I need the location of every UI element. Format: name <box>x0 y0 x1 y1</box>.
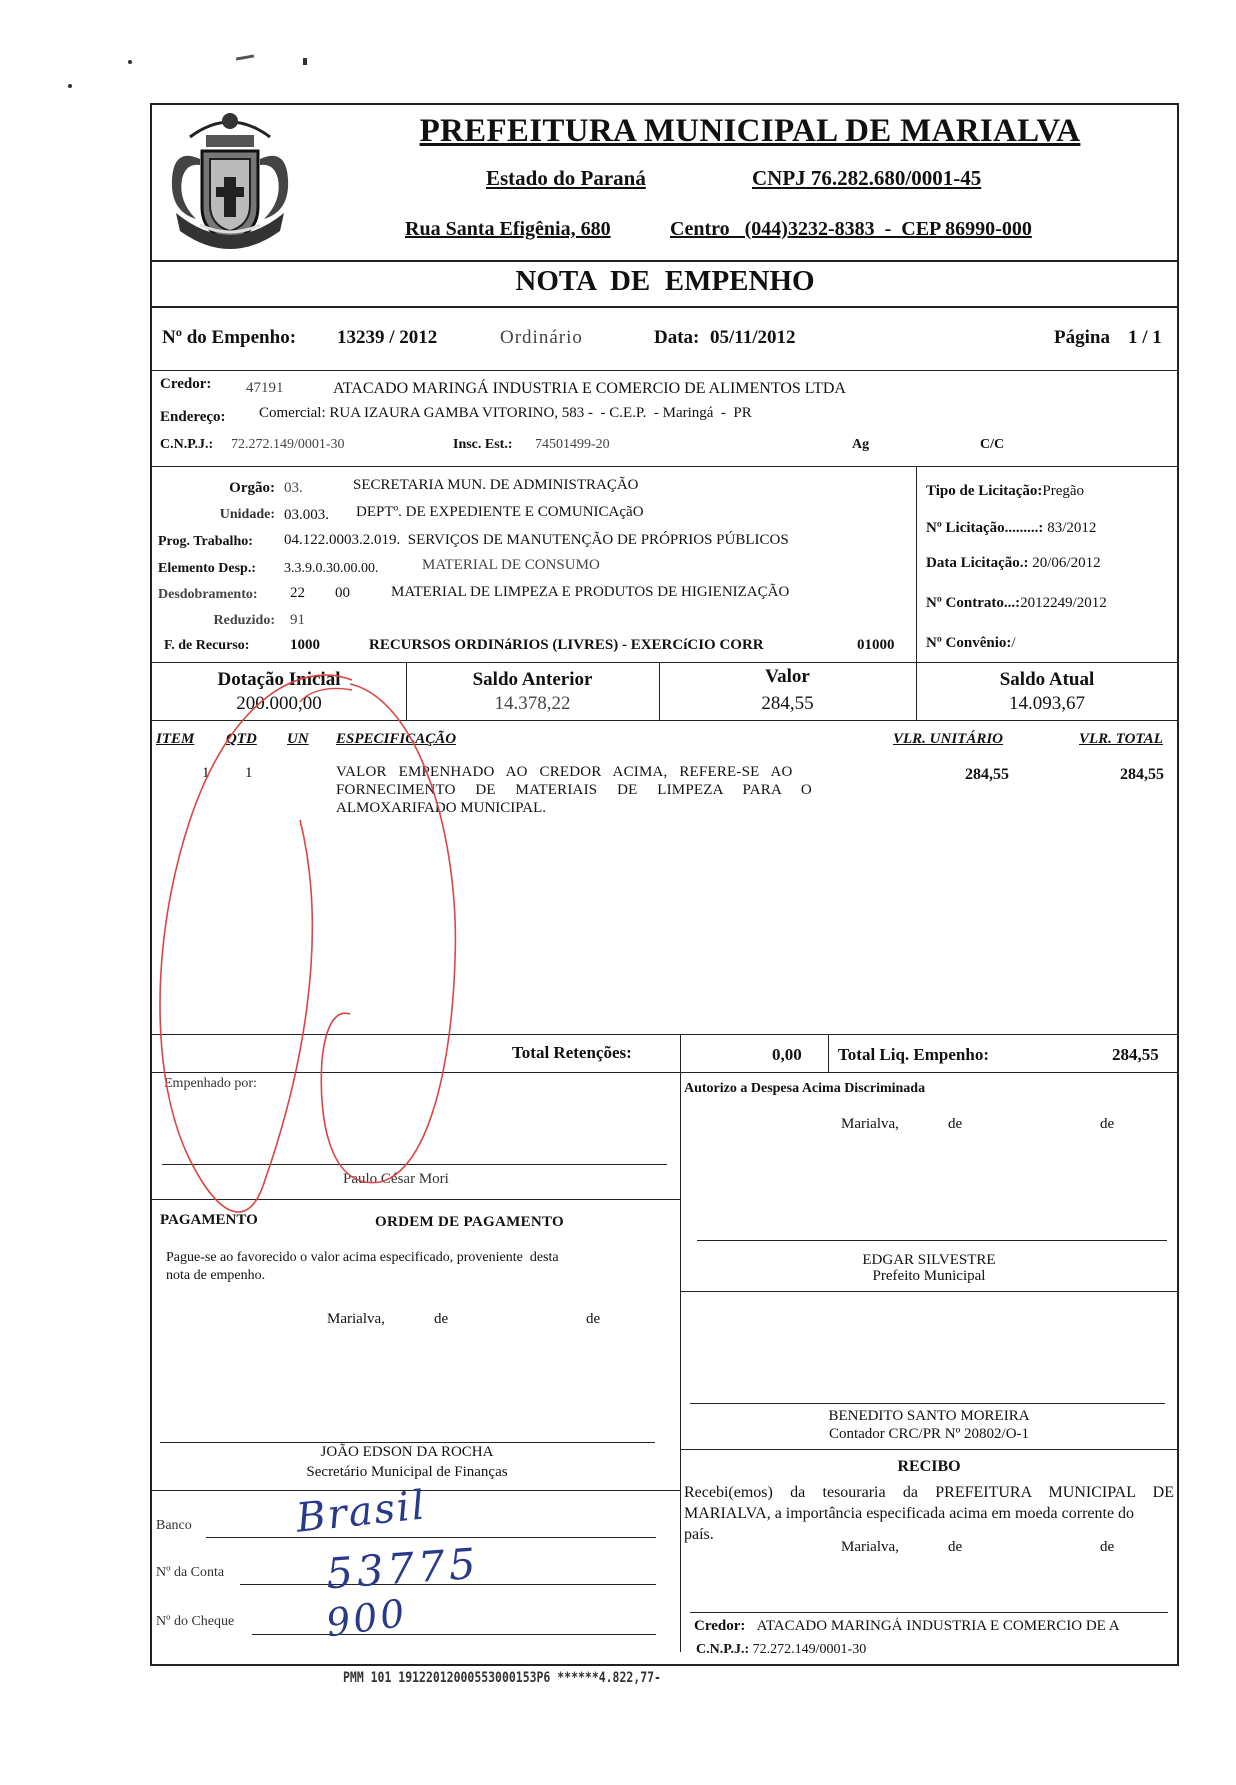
recibo-city: Marialva, <box>841 1539 899 1555</box>
empenhado-signer: Paulo César Mori <box>343 1171 449 1187</box>
item-quantity: 1 <box>245 765 253 781</box>
document-title: NOTA DE EMPENHO <box>515 265 815 297</box>
item-spec-line: VALOR EMPENHADO AO CREDOR ACIMA, REFERE-SE AO <box>336 764 793 780</box>
pagamento-de1: de <box>434 1311 449 1327</box>
mayor-name: EDGAR SILVESTRE <box>862 1252 996 1268</box>
elemento-code: 3.3.9.0.30.00.00. <box>284 561 379 576</box>
divider <box>680 1034 681 1652</box>
recibo-creditor-label: Credor: <box>694 1618 746 1634</box>
state-registration-label: Insc. Est.: <box>453 437 513 452</box>
recibo-de1: de <box>948 1539 963 1555</box>
divider <box>152 720 1178 721</box>
recibo-cnpj <box>696 1642 866 1658</box>
state-registration: 74501499-20 <box>535 437 610 452</box>
item-spec-line: FORNECIMENTO DE MATERIAIS DE LIMPEZA PARA O <box>336 782 812 798</box>
liquido-value: 284,55 <box>1112 1045 1159 1064</box>
municipality-title: PREFEITURA MUNICIPAL DE MARIALVA <box>419 113 1081 149</box>
licitacao-date-label: Data Licitação.: <box>926 555 1029 571</box>
divider <box>152 1072 1178 1073</box>
scan-mark <box>303 58 307 65</box>
item-spec-line: ALMOXARIFADO MUNICIPAL. <box>336 800 547 816</box>
saldo-anterior-value: 14.378,22 <box>494 693 571 714</box>
desdobramento-name: MATERIAL DE LIMPEZA E PRODUTOS DE HIGIENIZAÇÃO <box>391 584 790 600</box>
elemento-label: Elemento Desp.: <box>158 561 256 576</box>
address-district-phone-cep: Centro (044)3232-8383 - CEP 86990-000 <box>670 218 1032 240</box>
divider <box>152 466 1178 467</box>
recibo-cnpj-label: C.N.P.J.: <box>696 1642 750 1657</box>
recibo-cnpj-value: 72.272.149/0001-30 <box>752 1642 867 1657</box>
elemento-name: MATERIAL DE CONSUMO <box>422 557 600 573</box>
page-number: 1 / 1 <box>1128 327 1162 348</box>
saldo-anterior-label: Saldo Anterior <box>472 669 593 690</box>
empenho-number-label: Nº do Empenho: <box>162 327 297 348</box>
pagamento-text: nota de empenho. <box>166 1268 266 1283</box>
licitacao-date-value: 20/06/2012 <box>1028 555 1101 571</box>
desdobramento-code: 22 00 <box>290 585 350 601</box>
recibo-text: Recebi(emos) da tesouraria da PREFEITURA MUNICIPAL DE <box>684 1484 1174 1501</box>
cnpj-label: C.N.P.J.: <box>160 437 214 452</box>
recurso-label: F. de Recurso: <box>164 638 250 653</box>
autorizo-de1: de <box>948 1116 963 1132</box>
state-name: Estado do Paraná <box>486 166 646 190</box>
col-unit-value: VLR. UNITÁRIO <box>893 731 1004 747</box>
orgao-label: Orgão: <box>229 480 275 496</box>
recibo-text: país. <box>684 1526 714 1543</box>
divider <box>152 260 1178 262</box>
creditor-code: 47191 <box>246 380 284 396</box>
creditor-cnpj: 72.272.149/0001-30 <box>231 437 345 452</box>
reduzido-label: Reduzido: <box>213 613 275 628</box>
orgao-code: 03. <box>284 480 303 496</box>
secretary-role: Secretário Municipal de Finanças <box>306 1464 508 1480</box>
address-street: Rua Santa Efigênia, 680 <box>405 218 611 240</box>
pagamento-text: Pague-se ao favorecido o valor acima especificado, proveniente desta <box>166 1250 559 1265</box>
cheque-label: Nº do Cheque <box>156 1614 235 1629</box>
valor-value: 284,55 <box>761 693 814 714</box>
pagamento-de2: de <box>586 1311 601 1327</box>
licitacao-type-label: Tipo de Licitação: <box>926 483 1043 499</box>
empenho-number: 13239 / 2012 <box>337 327 438 348</box>
signature-line <box>162 1164 667 1165</box>
creditor-address: Comercial: RUA IZAURA GAMBA VITORINO, 583 - - C.E.P. - Maringá - PR <box>259 405 752 421</box>
municipality-cnpj: CNPJ 76.282.680/0001-45 <box>752 166 982 190</box>
divider <box>828 1034 829 1072</box>
signature-line <box>697 1240 1167 1241</box>
licitacao-number-label: Nº Licitação.........: <box>926 520 1044 536</box>
divider <box>152 1199 680 1200</box>
unidade-name: DEPTº. DE EXPEDIENTE E COMUNICAçãO <box>356 504 644 520</box>
divider <box>152 370 1178 371</box>
dotacao-label: Dotação Inicial <box>217 669 341 690</box>
dotacao-value: 200.000,00 <box>236 693 322 714</box>
empenho-type: Ordinário <box>500 327 583 348</box>
field-line <box>206 1537 656 1538</box>
mayor-role: Prefeito Municipal <box>872 1268 986 1284</box>
footer-code: PMM 101 19122012000553000153P6 ******4.822,77- <box>343 1670 661 1686</box>
signature-line <box>690 1403 1165 1404</box>
accountant-role: Contador CRC/PR Nº 20802/O-1 <box>828 1426 1030 1442</box>
desdobramento-label: Desdobramento: <box>158 587 258 602</box>
contract-number <box>926 595 1107 612</box>
pagamento-label: PAGAMENTO <box>160 1212 258 1228</box>
creditor-label: Credor: <box>160 376 212 392</box>
convenio-label: Nº Convênio: <box>926 635 1012 651</box>
recurso-code: 1000 <box>290 637 320 653</box>
creditor-name: ATACADO MARINGÁ INDUSTRIA E COMERCIO DE ALIMENTOS LTDA <box>333 380 846 397</box>
autorizo-city: Marialva, <box>841 1116 899 1132</box>
divider <box>152 1034 1178 1035</box>
bank-label: Banco <box>156 1518 192 1533</box>
scan-mark <box>128 60 132 64</box>
accountant-name: BENEDITO SANTO MOREIRA <box>828 1408 1030 1424</box>
retencoes-value: 0,00 <box>772 1045 802 1064</box>
contract-number-label: Nº Contrato...: <box>926 595 1021 611</box>
field-line <box>252 1634 656 1635</box>
orgao-name: SECRETARIA MUN. DE ADMINISTRAÇÃO <box>353 477 639 493</box>
valor-label: Valor <box>765 666 810 687</box>
unidade-code: 03.003. <box>284 507 329 523</box>
page-label: Página <box>1054 327 1110 348</box>
empenhado-label: Empenhado por: <box>164 1076 257 1091</box>
divider <box>680 1291 1178 1292</box>
empenho-date: 05/11/2012 <box>710 327 796 348</box>
account-label: Nº da Conta <box>156 1565 225 1580</box>
secretary-name: JOÃO EDSON DA ROCHA <box>320 1444 494 1460</box>
agency-label: Ag <box>852 437 870 452</box>
pagamento-title: ORDEM DE PAGAMENTO <box>375 1214 565 1230</box>
pagamento-city: Marialva, <box>327 1311 385 1327</box>
program-label: Prog. Trabalho: <box>158 534 253 549</box>
col-un: UN <box>287 731 309 747</box>
item-number: 1 <box>202 765 210 781</box>
saldo-atual-value: 14.093,67 <box>1009 693 1085 714</box>
recurso-number: 01000 <box>857 637 895 653</box>
col-qtd: QTD <box>226 731 257 747</box>
account-handwritten: 53775 <box>324 1538 482 1599</box>
account-label: C/C <box>980 437 1005 452</box>
divider <box>152 306 1178 308</box>
bank-handwritten: Brasil <box>293 1482 429 1542</box>
licitacao-type <box>926 483 1084 500</box>
recibo-title: RECIBO <box>897 1458 961 1475</box>
scan-mark <box>236 54 254 60</box>
licitacao-number <box>926 520 1096 537</box>
scan-mark <box>68 84 72 88</box>
item-unit-value: 284,55 <box>965 766 1009 783</box>
col-item: ITEM <box>156 731 195 747</box>
licitacao-date <box>926 555 1101 572</box>
recurso-name: RECURSOS ORDINáRIOS (LIVRES) - EXERCíCIO CORR <box>369 637 764 653</box>
recibo-text: MARIALVA, a importância especificada acima em moeda corrente do <box>684 1505 1135 1522</box>
saldo-atual-label: Saldo Atual <box>999 669 1095 690</box>
item-total-value: 284,55 <box>1120 766 1164 783</box>
empenho-date-label: Data: <box>654 327 700 348</box>
convenio-value: / <box>1011 635 1016 651</box>
address-label: Endereço: <box>160 409 226 425</box>
reduzido-value: 91 <box>290 612 305 628</box>
signature-line <box>160 1442 655 1443</box>
divider <box>152 662 1178 663</box>
licitacao-number-value: 83/2012 <box>1043 520 1097 536</box>
retencoes-label: Total Retenções: <box>512 1043 632 1062</box>
divider <box>680 1449 1178 1450</box>
col-total-value: VLR. TOTAL <box>1079 731 1163 747</box>
liquido-label: Total Liq. Empenho: <box>838 1045 989 1064</box>
signature-line <box>690 1612 1168 1613</box>
divider <box>916 466 917 662</box>
recibo-creditor <box>694 1618 1169 1635</box>
cheque-handwritten: 900 <box>323 1590 411 1646</box>
program-value: 04.122.0003.2.019. SERVIÇOS DE MANUTENÇÃO DE PRÓPRIOS PÚBLICOS <box>284 532 789 548</box>
unidade-label: Unidade: <box>219 507 275 522</box>
col-specification: ESPECIFICAÇÃO <box>336 731 457 747</box>
licitacao-type-value: Pregão <box>1042 483 1085 499</box>
convenio-number <box>926 635 1016 652</box>
municipal-coat-of-arms <box>160 107 300 257</box>
recibo-creditor-value: ATACADO MARINGÁ INDUSTRIA E COMERCIO DE A <box>756 1618 1120 1634</box>
recibo-de2: de <box>1100 1539 1115 1555</box>
contract-number-value: 2012249/2012 <box>1020 595 1107 611</box>
autorizo-label: Autorizo a Despesa Acima Discriminada <box>684 1081 926 1096</box>
autorizo-de2: de <box>1100 1116 1115 1132</box>
